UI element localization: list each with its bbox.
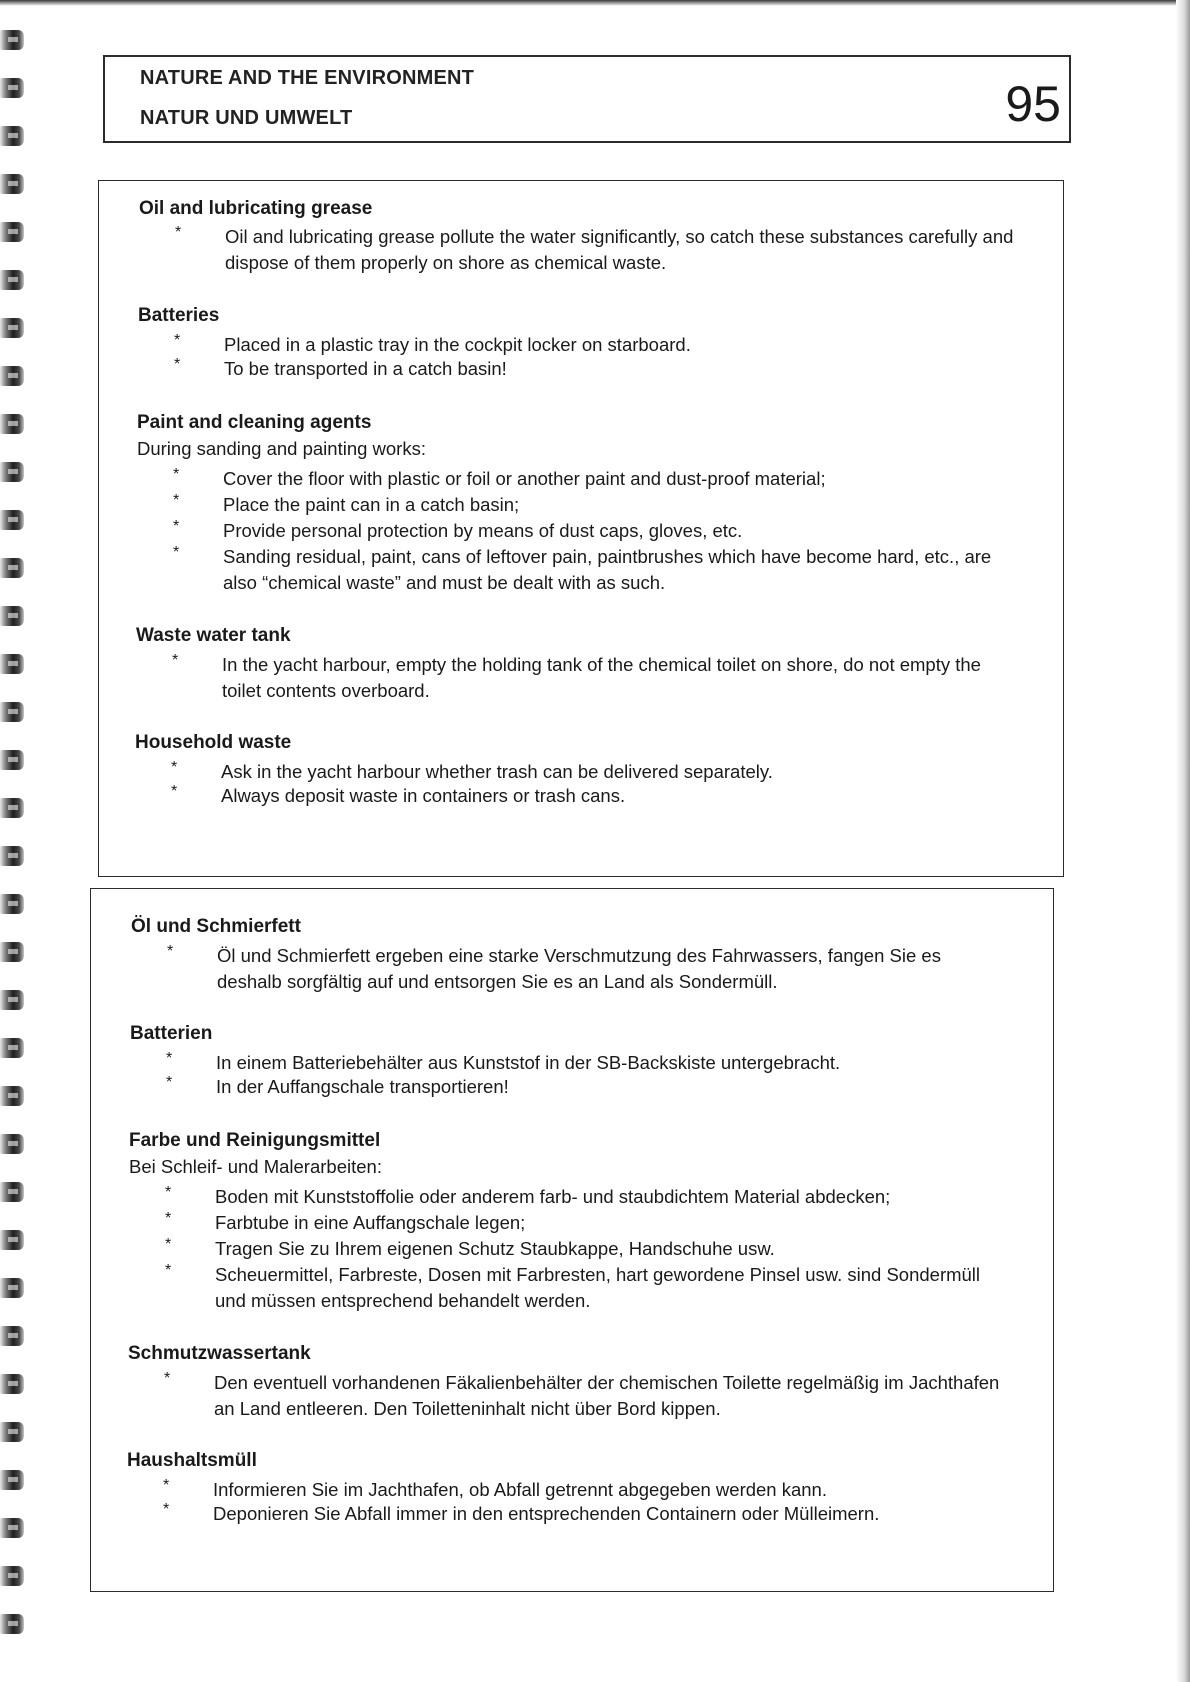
binding-ring (0, 702, 24, 722)
bullet-asterisk: * (174, 356, 181, 373)
binding-ring (0, 1422, 24, 1442)
bullet-text: Placed in a plastic tray in the cockpit locker on starboard. (224, 334, 691, 355)
bullet-text: Deponieren Sie Abfall immer in den entsprechenden Containern oder Mülleimern. (213, 1503, 880, 1524)
german-panel (90, 888, 1054, 1592)
bullet-text: Ask in the yacht harbour whether trash can be delivered separately. (221, 761, 773, 782)
bullet-asterisk: * (166, 1050, 173, 1067)
page-number: 95 (1005, 76, 1061, 132)
binding-ring (0, 510, 24, 530)
binding-ring (0, 30, 24, 50)
binding-ring (0, 942, 24, 962)
bullet-text: Den eventuell vorhandenen Fäkalienbehälter der chemischen Toilette regelmäßig im Jachthafen an Land entleeren. Den Toiletteninhalt nicht über Bord kippen. (214, 1372, 1000, 1419)
bullet-asterisk: * (165, 1210, 172, 1227)
binding-ring (0, 222, 24, 242)
scan-top-edge (0, 0, 1190, 6)
bullet-asterisk: * (167, 943, 174, 960)
binding-ring (0, 1470, 24, 1490)
section-intro: During sanding and painting works: (137, 438, 426, 459)
binding-ring (0, 126, 24, 146)
bullet-text: Boden mit Kunststoffolie oder anderem farb- und staubdichtem Material abdecken; (215, 1186, 891, 1207)
section-title: Waste water tank (136, 625, 291, 646)
bullet-text: Öl und Schmierfett ergeben eine starke Verschmutzung des Fahrwassers, fangen Sie es deshalb sorgfältig auf und entsorgen Sie es an Land als Sondermüll. (217, 945, 941, 992)
binding-ring (0, 1038, 24, 1058)
binding-ring (0, 558, 24, 578)
header-title-en: NATURE AND THE ENVIRONMENT (140, 67, 475, 89)
binding-ring (0, 798, 24, 818)
section-title: Household waste (135, 732, 292, 753)
binding-ring (0, 1518, 24, 1538)
bullet-asterisk: * (174, 332, 181, 349)
section-title: Oil and lubricating grease (139, 198, 373, 219)
bullet-asterisk: * (173, 492, 180, 509)
binding-ring (0, 318, 24, 338)
bullet-asterisk: * (172, 652, 179, 669)
bullet-text: Cover the floor with plastic or foil or another paint and dust-proof material; (223, 468, 826, 489)
bullet-text: Sanding residual, paint, cans of leftover pain, paintbrushes which have become hard, etc., are also “chemical waste” and must be dealt with as such. (223, 546, 992, 593)
english-panel (98, 180, 1064, 877)
spiral-binding (0, 30, 30, 1650)
section-intro: Bei Schleif- und Malerarbeiten: (129, 1156, 382, 1177)
bullet-asterisk: * (166, 1074, 173, 1091)
binding-ring (0, 462, 24, 482)
binding-ring (0, 1374, 24, 1394)
bullet-text: Provide personal protection by means of dust caps, gloves, etc. (223, 520, 743, 541)
bullet-text: Informieren Sie im Jachthafen, ob Abfall getrennt abgegeben werden kann. (213, 1479, 827, 1500)
bullet-asterisk: * (165, 1184, 172, 1201)
header-title-de: NATUR UND UMWELT (140, 107, 353, 129)
bullet-text: In the yacht harbour, empty the holding tank of the chemical toilet on shore, do not empty the toilet contents overboard. (222, 654, 981, 701)
binding-ring (0, 1230, 24, 1250)
binding-ring (0, 846, 24, 866)
section-title: Batterien (130, 1023, 213, 1044)
bullet-asterisk: * (171, 759, 178, 776)
bullet-asterisk: * (173, 466, 180, 483)
binding-ring (0, 1182, 24, 1202)
section-title: Schmutzwassertank (128, 1343, 311, 1364)
bullet-asterisk: * (165, 1262, 172, 1279)
bullet-text: Tragen Sie zu Ihrem eigenen Schutz Staubkappe, Handschuhe usw. (215, 1238, 775, 1259)
bullet-text: Oil and lubricating grease pollute the water significantly, so catch these substances carefully and dispose of them properly on shore as chemical waste. (225, 226, 1014, 273)
bullet-text: Place the paint can in a catch basin; (223, 494, 520, 515)
bullet-text: In der Auffangschale transportieren! (216, 1076, 509, 1097)
section-title: Öl und Schmierfett (131, 916, 301, 937)
binding-ring (0, 654, 24, 674)
bullet-asterisk: * (173, 518, 180, 535)
bullet-asterisk: * (163, 1501, 170, 1518)
binding-ring (0, 606, 24, 626)
binding-ring (0, 414, 24, 434)
bullet-asterisk: * (175, 224, 182, 241)
binding-ring (0, 1086, 24, 1106)
binding-ring (0, 78, 24, 98)
bullet-asterisk: * (171, 783, 178, 800)
section-title: Farbe und Reinigungsmittel (129, 1130, 381, 1151)
page-header (103, 55, 1071, 143)
bullet-text: In einem Batteriebehälter aus Kunststof in der SB-Backskiste untergebracht. (216, 1052, 841, 1073)
binding-ring (0, 1134, 24, 1154)
binding-ring (0, 174, 24, 194)
bullet-asterisk: * (173, 544, 180, 561)
binding-ring (0, 990, 24, 1010)
binding-ring (0, 1614, 24, 1634)
section-title: Batteries (138, 305, 220, 326)
bullet-text: Farbtube in eine Auffangschale legen; (215, 1212, 526, 1233)
bullet-text: Always deposit waste in containers or trash cans. (221, 785, 626, 806)
bullet-asterisk: * (165, 1236, 172, 1253)
bullet-text: Scheuermittel, Farbreste, Dosen mit Farbresten, hart gewordene Pinsel usw. sind Sondermüll und müssen entsprechend behandelt werden. (215, 1264, 981, 1311)
binding-ring (0, 1566, 24, 1586)
bullet-asterisk: * (163, 1477, 170, 1494)
binding-ring (0, 894, 24, 914)
bullet-text: To be transported in a catch basin! (224, 358, 507, 379)
section-title: Haushaltsmüll (127, 1450, 257, 1471)
binding-ring (0, 366, 24, 386)
bullet-asterisk: * (164, 1370, 171, 1387)
binding-ring (0, 750, 24, 770)
scan-right-edge (1176, 0, 1190, 1682)
section-title: Paint and cleaning agents (137, 412, 372, 433)
binding-ring (0, 1278, 24, 1298)
binding-ring (0, 270, 24, 290)
binding-ring (0, 1326, 24, 1346)
